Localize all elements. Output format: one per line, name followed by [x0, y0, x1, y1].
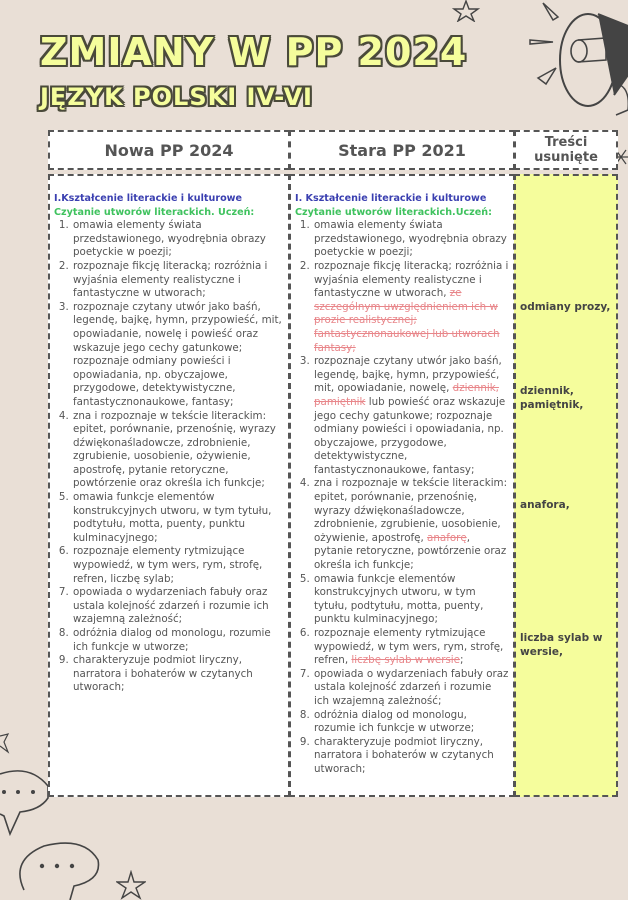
- megaphone-icon: [508, 0, 628, 125]
- star-icon: [116, 870, 146, 900]
- list-item: 9. charakteryzuje podmiot liryczny, narratora i bohaterów w czytanych utworach;: [72, 654, 284, 695]
- deleted-text: anaforę: [427, 531, 467, 544]
- removed-item: dziennik, pamiętnik,: [520, 385, 584, 411]
- list-item: 4. zna i rozpoznaje w tekście literackim: epitet, porównanie, przenośnię, wyrazy dźwiękonaśladowcze, zdrobnienie, zgrubienie, uosobienie, ożywienie, apostrofę, pytanie retoryczne, powtórzenie oraz określa ich funkcje;: [72, 410, 284, 492]
- speech-bubble-icon: [14, 840, 104, 900]
- list-item: 2. rozpoznaje fikcję literacką; rozróżnia i wyjaśnia elementy realistyczne i fantastyczne w utworach;: [72, 260, 284, 301]
- star-icon: [452, 0, 480, 22]
- list-item: 8. odróżnia dialog od monologu, rozumie ich funkcje w utworze;: [72, 627, 284, 654]
- page-title: ZMIANY W PP 2024: [40, 30, 468, 74]
- list-item: 6. rozpoznaje elementy rytmizujące wypowiedź, w tym wers, rym, strofę, refren, liczbę sylab;: [72, 545, 284, 586]
- section-heading: I. Kształcenie literackie i kulturowe: [295, 193, 487, 204]
- deleted-text: liczbę sylab w wersie: [351, 654, 461, 667]
- page-subtitle: JĘZYK POLSKI IV-VI: [40, 83, 313, 111]
- removed-item: odmiany prozy,: [520, 301, 611, 313]
- removed-item: anafora,: [520, 499, 570, 511]
- old-pp-column: [289, 174, 515, 797]
- new-pp-column: [48, 174, 290, 797]
- speech-bubble-icon: [0, 768, 52, 838]
- list-item: 1. omawia elementy świata przedstawionego, wyodrębnia obrazy poetyckie w poezji;: [313, 219, 509, 260]
- list-item: 5. omawia funkcje elementów konstrukcyjnych utworu, w tym tytułu, podtytułu, motta, puenty, punktu kulminacyjnego;: [313, 573, 509, 627]
- subsection-heading: Czytanie utworów literackich. Uczeń:: [54, 206, 255, 218]
- list-item: 9. charakteryzuje podmiot liryczny, narratora i bohaterów w czytanych utworach;: [313, 736, 509, 777]
- old-requirements-list: [295, 219, 509, 776]
- list-item: 7. opowiada o wydarzeniach fabuły oraz ustala kolejność zdarzeń i rozumie ich wzajemną zależność;: [313, 668, 509, 709]
- list-item: 1. omawia elementy świata przedstawionego, wyodrębnia obrazy poetyckie w poezji;: [72, 219, 284, 260]
- list-item: 4. zna i rozpoznaje w tekście literackim: epitet, porównanie, przenośnię, wyrazy dźwiękonaśladowcze, zdrobnienie, zgrubienie, uosobienie, ożywienie, apostrofę, anaforę, pytanie retoryczne, powtórzenie oraz określa ich funkcje;: [313, 477, 509, 572]
- column-header-removed: Treści usunięte: [514, 130, 618, 170]
- deleted-text: dziennik, pamiętnik: [314, 382, 499, 408]
- star-icon: [0, 730, 10, 754]
- list-item: 3. rozpoznaje czytany utwór jako baśń, legendę, bajkę, hymn, przypowieść, mit, opowiadanie, nowelę, dziennik, pamiętnik lub powieść oraz wskazuje jego cechy gatunkowe; rozpoznaje odmiany powieści i opowiadania, np. obyczajowe, przygodowe, detektywistyczne, fantastycznonaukowe, fantasy;: [313, 355, 509, 477]
- section-heading: I.Kształcenie literackie i kulturowe: [54, 193, 243, 204]
- column-header-old: Stara PP 2021: [289, 130, 515, 170]
- list-item: 5. omawia funkcje elementów konstrukcyjnych utworu, w tym tytułu, podtytułu, motta, puenty, punktu kulminacyjnego;: [72, 491, 284, 545]
- deleted-text: ze szczególnym uwzględnieniem ich w prozie realistycznej; fantastycznonaukowej lub utworach fantasy;: [314, 287, 500, 354]
- removed-content-column: [514, 174, 618, 797]
- removed-item: liczba sylab w wersie,: [520, 632, 603, 658]
- list-item: 7. opowiada o wydarzeniach fabuły oraz ustala kolejność zdarzeń i rozumie ich wzajemną zależność;: [72, 586, 284, 627]
- list-item: 8. odróżnia dialog od monologu, rozumie ich funkcje w utworze;: [313, 709, 509, 736]
- list-item: 6. rozpoznaje elementy rytmizujące wypowiedź, w tym wers, rym, strofę, refren, liczbę sylab w wersie;: [313, 627, 509, 668]
- new-requirements-list: [54, 219, 284, 695]
- column-header-new: Nowa PP 2024: [48, 130, 290, 170]
- list-item: 2. rozpoznaje fikcję literacką; rozróżnia i wyjaśnia elementy realistyczne i fantastyczne w utworach, ze szczególnym uwzględnieniem ich w prozie realistycznej; fantastycznonaukowej lub utworach fantasy;: [313, 260, 509, 355]
- list-item: 3. rozpoznaje czytany utwór jako baśń, legendę, bajkę, hymn, przypowieść, mit, opowiadanie, nowelę i powieść oraz wskazuje jego cechy gatunkowe; rozpoznaje odmiany powieści i opowiadania, np. obyczajowe, przygodowe, detektywistyczne, fantastycznonaukowe, fantasy;: [72, 301, 284, 410]
- subsection-heading: Czytanie utworów literackich.Uczeń:: [295, 206, 492, 218]
